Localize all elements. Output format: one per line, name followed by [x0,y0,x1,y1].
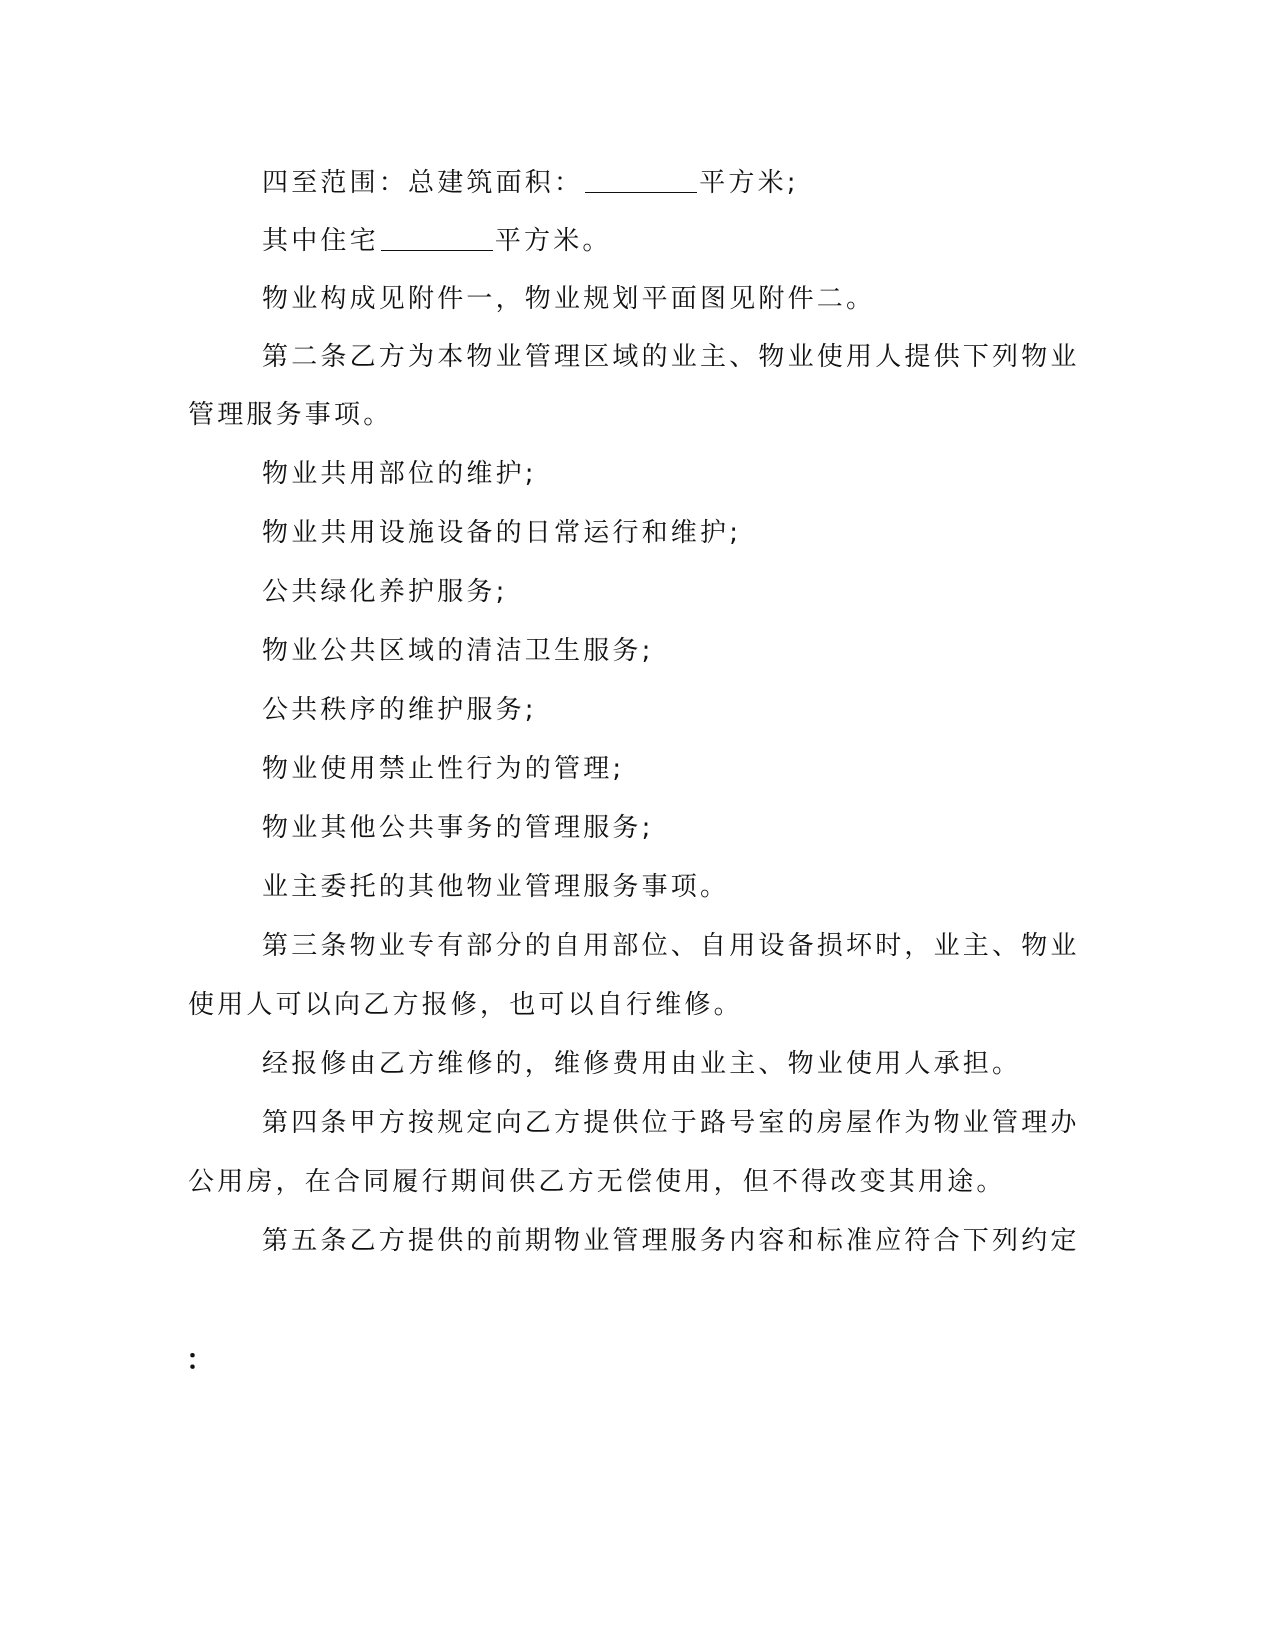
service-item: 物业公共区域的清洁卫生服务; [262,636,654,666]
area-blank [585,166,697,193]
area-line-suffix: 平方米; [699,168,799,198]
article-4-line-1: 第四条甲方按规定向乙方提供位于路号室的房屋作为物业管理办 [262,1108,1080,1138]
service-item: 公共绿化养护服务; [262,577,508,607]
service-item: 物业其他公共事务的管理服务; [262,813,654,843]
article-3-line-1: 第三条物业专有部分的自用部位、自用设备损坏时，业主、物业 [262,931,1080,961]
residential-line [0,223,1275,259]
service-item: 业主委托的其他物业管理服务事项。 [262,872,730,902]
article-2-line-1: 第二条乙方为本物业管理区域的业主、物业使用人提供下列物业 [262,342,1080,372]
residential-line-prefix: 其中住宅 [262,226,379,256]
article-3-line-2: 使用人可以向乙方报修，也可以自行维修。 [188,990,743,1020]
article-4-line-2: 公用房，在合同履行期间供乙方无偿使用，但不得改变其用途。 [188,1167,1006,1197]
residential-blank [381,224,493,251]
service-item: 物业共用设施设备的日常运行和维护; [262,518,742,548]
article-5-line-1: 第五条乙方提供的前期物业管理服务内容和标准应符合下列约定 [262,1226,1080,1256]
repair-cost-paragraph: 经报修由乙方维修的，维修费用由业主、物业使用人承担。 [262,1049,1022,1079]
composition-paragraph: 物业构成见附件一，物业规划平面图见附件二。 [262,284,876,314]
service-item: 公共秩序的维护服务; [262,695,537,725]
area-line-prefix: 四至范围：总建筑面积： [262,168,584,198]
service-item: 物业使用禁止性行为的管理; [262,754,625,784]
service-item: 物业共用部位的维护; [262,459,537,489]
area-line [0,165,1275,201]
residential-line-suffix: 平方米。 [494,226,612,256]
article-2-line-2: 管理服务事项。 [188,400,393,430]
article-5-colon: ： [186,1343,215,1376]
